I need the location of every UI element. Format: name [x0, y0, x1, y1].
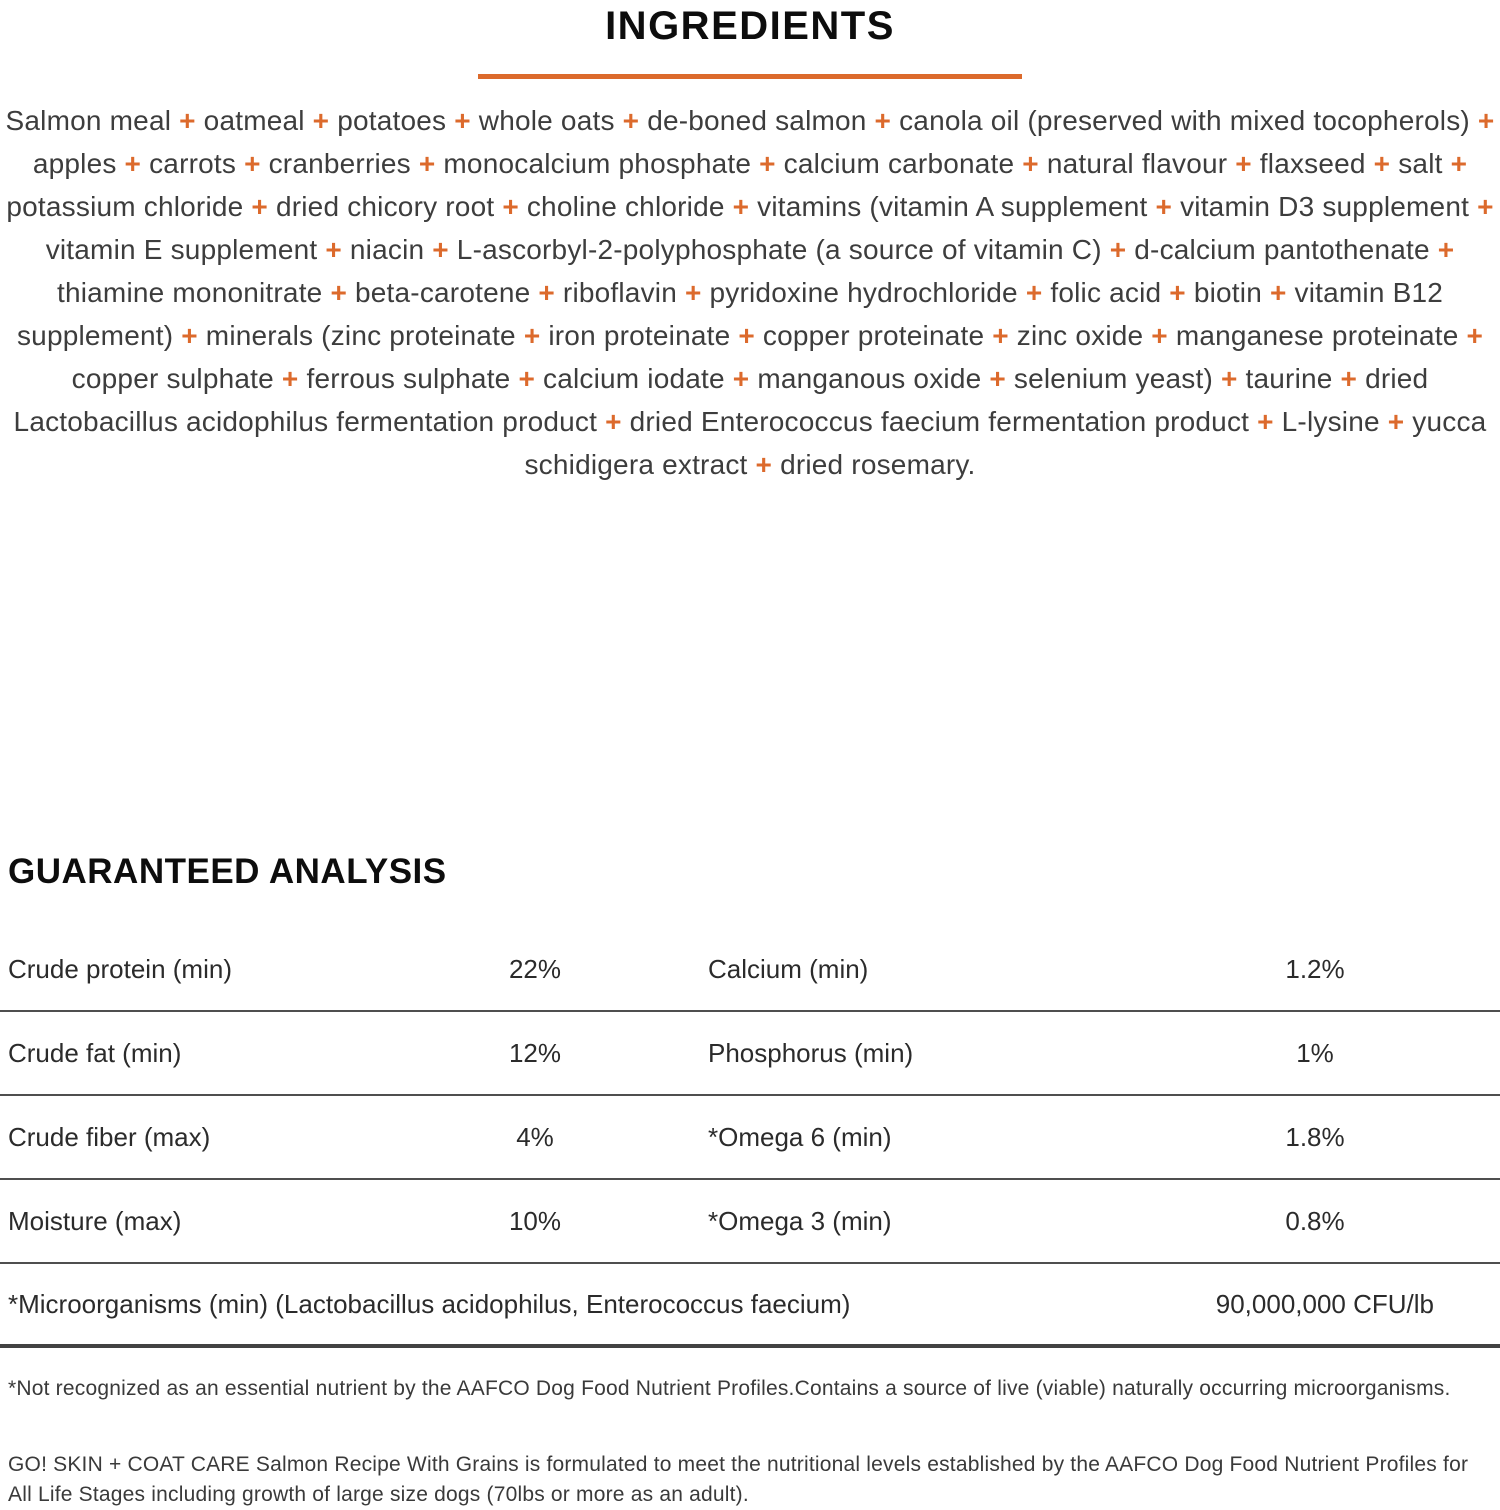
ingredient-item: potassium chloride: [6, 191, 244, 222]
guaranteed-analysis-section: [0, 852, 1500, 1510]
ingredient-item: de-boned salmon: [647, 105, 867, 136]
ingredient-item: dried Enterococcus faecium fermentation product: [629, 406, 1250, 437]
plus-separator: +: [1155, 191, 1173, 222]
ingredient-item: carrots: [149, 148, 237, 179]
plus-separator: +: [992, 320, 1009, 351]
microorganisms-label: *Microorganisms (min) (Lactobacillus acidophilus, Enterococcus faecium): [8, 1288, 851, 1319]
plus-separator: +: [1466, 320, 1484, 351]
title-underline-rule: [478, 74, 1022, 79]
analysis-value-left: 12%: [508, 1037, 562, 1068]
ingredient-item: folic acid: [1050, 277, 1162, 308]
ingredient-item: cranberries: [268, 148, 411, 179]
plus-separator: +: [1151, 320, 1168, 351]
ingredient-item: oatmeal: [203, 105, 305, 136]
ingredients-section: [0, 4, 1500, 852]
analysis-value-left: 22%: [508, 953, 562, 984]
ingredient-item: dried Lactobacillus acidophilus fermentation product: [13, 363, 1429, 437]
plus-separator: +: [732, 191, 750, 222]
ingredient-item: L-lysine: [1281, 406, 1380, 437]
analysis-label-left: Moisture (max): [8, 1205, 182, 1236]
plus-separator: +: [989, 363, 1006, 394]
ingredient-item: choline chloride: [526, 191, 725, 222]
plus-separator: +: [281, 363, 299, 394]
plus-separator: +: [1437, 234, 1455, 265]
plus-separator: +: [518, 363, 536, 394]
analysis-label-right: Calcium (min): [708, 953, 869, 984]
ingredient-item: thiamine mononitrate: [56, 277, 323, 308]
ingredient-item: dried chicory root: [275, 191, 495, 222]
plus-separator: +: [732, 363, 750, 394]
analysis-label-right: Phosphorus (min): [708, 1037, 914, 1068]
plus-separator: +: [1269, 277, 1287, 308]
analysis-value-right: 1%: [1296, 1037, 1334, 1068]
ingredient-item: pyridoxine hydrochloride: [709, 277, 1018, 308]
guaranteed-analysis-title: GUARANTEED ANALYSIS: [8, 852, 447, 891]
analysis-value-right: 0.8%: [1285, 1205, 1345, 1236]
analysis-label-left: Crude fat (min): [8, 1037, 182, 1068]
ingredient-item: selenium yeast): [1013, 363, 1213, 394]
ingredient-item: whole oats: [478, 105, 615, 136]
plus-separator: +: [523, 320, 541, 351]
ingredient-item: biotin: [1193, 277, 1262, 308]
plus-separator: +: [1109, 234, 1127, 265]
plus-separator: +: [244, 148, 261, 179]
analysis-value-left: 4%: [516, 1121, 554, 1152]
ingredient-item: vitamin E supplement: [45, 234, 318, 265]
plus-separator: +: [538, 277, 555, 308]
plus-separator: +: [1257, 406, 1274, 437]
ingredient-item: copper sulphate: [71, 363, 274, 394]
ingredient-item: taurine: [1245, 363, 1333, 394]
analysis-label-right: *Omega 6 (min): [708, 1121, 892, 1152]
ingredient-item: vitamin B12 supplement): [16, 277, 1443, 351]
plus-separator: +: [738, 320, 755, 351]
ingredient-item: calcium iodate: [543, 363, 725, 394]
ingredient-item: apples: [32, 148, 117, 179]
ingredient-item: dried rosemary.: [780, 449, 976, 480]
ingredients-title: INGREDIENTS: [605, 4, 895, 48]
microorganisms-value: 90,000,000 CFU/lb: [1215, 1288, 1434, 1319]
microorganisms-row: [0, 1264, 1500, 1348]
plus-separator: +: [759, 148, 776, 179]
ingredient-item: zinc oxide: [1016, 320, 1144, 351]
plus-separator: +: [1220, 363, 1238, 394]
analysis-row: [0, 1012, 1500, 1096]
plus-separator: +: [330, 277, 348, 308]
plus-separator: +: [1235, 148, 1252, 179]
plus-separator: +: [605, 406, 622, 437]
plus-separator: +: [418, 148, 436, 179]
ingredient-item: manganese proteinate: [1175, 320, 1459, 351]
analysis-label-left: Crude fiber (max): [8, 1121, 211, 1152]
ingredient-item: potatoes: [337, 105, 447, 136]
ingredient-item: beta-carotene: [355, 277, 531, 308]
plus-separator: +: [1450, 148, 1468, 179]
plus-separator: +: [1340, 363, 1358, 394]
ingredient-item: copper proteinate: [762, 320, 985, 351]
ingredient-item: ferrous sulphate: [306, 363, 511, 394]
ingredient-item: iron proteinate: [548, 320, 731, 351]
plus-separator: +: [1169, 277, 1186, 308]
plus-separator: +: [179, 105, 196, 136]
ingredient-item: monocalcium phosphate: [443, 148, 752, 179]
analysis-value-right: 1.2%: [1285, 953, 1345, 984]
plus-separator: +: [1373, 148, 1391, 179]
ingredient-item: salt: [1398, 148, 1443, 179]
analysis-row: [0, 928, 1500, 1012]
analysis-label-left: Crude protein (min): [8, 953, 232, 984]
analysis-value-right: 1.8%: [1285, 1121, 1345, 1152]
ingredient-item: minerals (zinc proteinate: [205, 320, 516, 351]
aafco-footnote: *Not recognized as an essential nutrient by the AAFCO Dog Food Nutrient Profiles.Contains a source of live (viable) naturally occurring microorganisms.: [8, 1377, 1451, 1400]
plus-separator: +: [432, 234, 449, 265]
ingredient-item: d-calcium pantothenate: [1134, 234, 1430, 265]
ingredients-list: [3, 99, 1497, 486]
plus-separator: +: [325, 234, 342, 265]
ingredient-item: L-ascorbyl-2-polyphosphate (a source of vitamin C): [456, 234, 1102, 265]
ingredient-item: natural flavour: [1046, 148, 1228, 179]
ingredient-item: Salmon meal: [5, 105, 172, 136]
plus-separator: +: [1025, 277, 1043, 308]
analysis-label-right: *Omega 3 (min): [708, 1205, 892, 1236]
plus-separator: +: [1477, 105, 1495, 136]
plus-separator: +: [454, 105, 471, 136]
plus-separator: +: [1387, 406, 1405, 437]
plus-separator: +: [622, 105, 640, 136]
plus-separator: +: [181, 320, 198, 351]
ingredient-item: vitamins (vitamin A supplement: [757, 191, 1148, 222]
plus-separator: +: [312, 105, 330, 136]
plus-separator: +: [1022, 148, 1039, 179]
analysis-row: [0, 1096, 1500, 1180]
plus-separator: +: [755, 449, 773, 480]
ingredient-item: riboflavin: [562, 277, 677, 308]
guaranteed-analysis-table: [0, 928, 1500, 1264]
ingredient-item: canola oil (preserved with mixed tocopherols): [899, 105, 1470, 136]
plus-separator: +: [251, 191, 268, 222]
formulation-footnote: GO! SKIN + COAT CARE Salmon Recipe With Grains is formulated to meet the nutritional levels established by the AAFCO Dog Food Nutrient Profiles for All Life Stages including growth of large size dogs (70lbs or more as an adult).: [8, 1453, 1469, 1506]
plus-separator: +: [502, 191, 519, 222]
analysis-row: [0, 1180, 1500, 1264]
ingredient-item: calcium carbonate: [783, 148, 1015, 179]
ingredient-item: manganous oxide: [757, 363, 982, 394]
ingredient-item: flaxseed: [1259, 148, 1366, 179]
ingredient-item: yucca schidigera extract: [524, 406, 1487, 480]
plus-separator: +: [1477, 191, 1494, 222]
analysis-value-left: 10%: [508, 1205, 562, 1236]
plus-separator: +: [684, 277, 702, 308]
ingredient-item: niacin: [349, 234, 425, 265]
plus-separator: +: [874, 105, 892, 136]
ingredient-item: vitamin D3 supplement: [1180, 191, 1470, 222]
plus-separator: +: [124, 148, 142, 179]
